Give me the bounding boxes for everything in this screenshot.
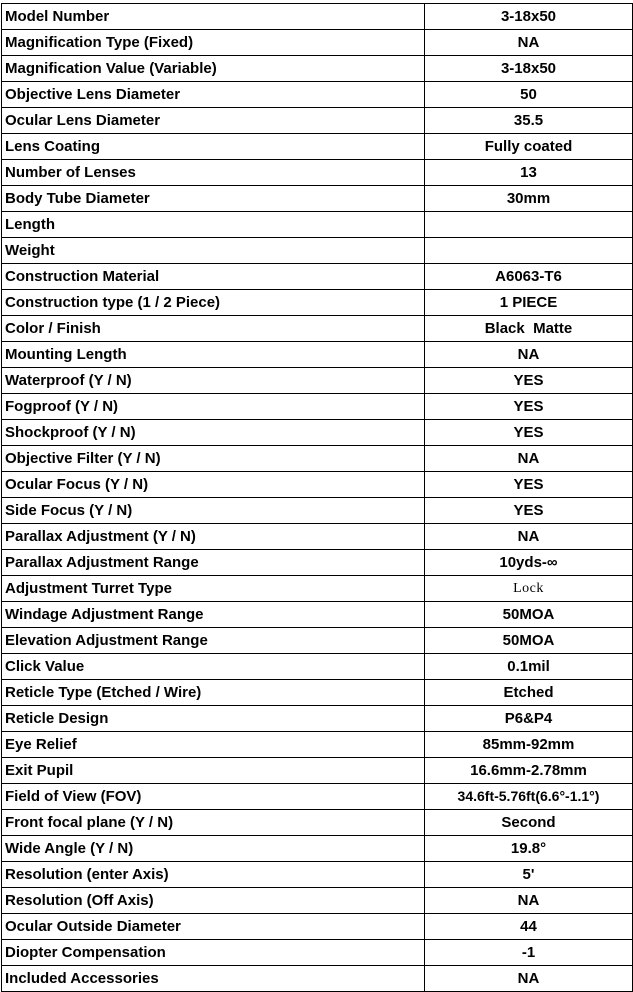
spec-label: Parallax Adjustment Range bbox=[2, 550, 425, 576]
spec-value: 3-18x50 bbox=[425, 56, 633, 82]
spec-label: Reticle Design bbox=[2, 706, 425, 732]
spec-label: Diopter Compensation bbox=[2, 940, 425, 966]
spec-value: 35.5 bbox=[425, 108, 633, 134]
table-row bbox=[2, 810, 633, 836]
table-row bbox=[2, 758, 633, 784]
table-row bbox=[2, 160, 633, 186]
spec-value: 34.6ft-5.76ft(6.6°-1.1°) bbox=[425, 784, 633, 810]
table-row bbox=[2, 30, 633, 56]
table-row bbox=[2, 576, 633, 602]
spec-value: 44 bbox=[425, 914, 633, 940]
spec-label: Number of Lenses bbox=[2, 160, 425, 186]
spec-value: P6&P4 bbox=[425, 706, 633, 732]
table-row bbox=[2, 316, 633, 342]
spec-value: 50MOA bbox=[425, 628, 633, 654]
spec-label: Resolution (enter Axis) bbox=[2, 862, 425, 888]
spec-value: YES bbox=[425, 472, 633, 498]
spec-value: NA bbox=[425, 342, 633, 368]
table-row bbox=[2, 82, 633, 108]
table-row bbox=[2, 628, 633, 654]
table-row bbox=[2, 498, 633, 524]
spec-label: Wide Angle (Y / N) bbox=[2, 836, 425, 862]
spec-value: NA bbox=[425, 30, 633, 56]
spec-value: YES bbox=[425, 394, 633, 420]
spec-label: Ocular Lens Diameter bbox=[2, 108, 425, 134]
spec-value: 50MOA bbox=[425, 602, 633, 628]
spec-label: Included Accessories bbox=[2, 966, 425, 992]
spec-label: Color / Finish bbox=[2, 316, 425, 342]
table-row bbox=[2, 550, 633, 576]
spec-value: 1 PIECE bbox=[425, 290, 633, 316]
spec-label: Magnification Value (Variable) bbox=[2, 56, 425, 82]
spec-label: Objective Filter (Y / N) bbox=[2, 446, 425, 472]
table-row bbox=[2, 732, 633, 758]
table-row bbox=[2, 836, 633, 862]
table-row bbox=[2, 680, 633, 706]
spec-label: Eye Relief bbox=[2, 732, 425, 758]
table-row bbox=[2, 888, 633, 914]
spec-value: 13 bbox=[425, 160, 633, 186]
spec-value: Black Matte bbox=[425, 316, 633, 342]
spec-label: Elevation Adjustment Range bbox=[2, 628, 425, 654]
spec-value: 50 bbox=[425, 82, 633, 108]
table-row bbox=[2, 108, 633, 134]
spec-label: Front focal plane (Y / N) bbox=[2, 810, 425, 836]
spec-value: 5' bbox=[425, 862, 633, 888]
spec-label: Waterproof (Y / N) bbox=[2, 368, 425, 394]
spec-label: Ocular Focus (Y / N) bbox=[2, 472, 425, 498]
table-row bbox=[2, 966, 633, 992]
spec-value: YES bbox=[425, 420, 633, 446]
spec-label: Side Focus (Y / N) bbox=[2, 498, 425, 524]
table-row bbox=[2, 524, 633, 550]
spec-label: Resolution (Off Axis) bbox=[2, 888, 425, 914]
table-row bbox=[2, 186, 633, 212]
table-row bbox=[2, 342, 633, 368]
spec-label: Objective Lens Diameter bbox=[2, 82, 425, 108]
spec-value: -1 bbox=[425, 940, 633, 966]
spec-value: Etched bbox=[425, 680, 633, 706]
spec-label: Construction type (1 / 2 Piece) bbox=[2, 290, 425, 316]
spec-value: 19.8° bbox=[425, 836, 633, 862]
table-row bbox=[2, 446, 633, 472]
table-row bbox=[2, 264, 633, 290]
table-row bbox=[2, 4, 633, 30]
table-row bbox=[2, 420, 633, 446]
spec-value: YES bbox=[425, 498, 633, 524]
spec-label: Click Value bbox=[2, 654, 425, 680]
spec-value: NA bbox=[425, 524, 633, 550]
spec-label: Construction Material bbox=[2, 264, 425, 290]
spec-value bbox=[425, 212, 633, 238]
table-row bbox=[2, 56, 633, 82]
spec-value bbox=[425, 238, 633, 264]
spec-value: Lock bbox=[425, 576, 633, 602]
spec-value: NA bbox=[425, 446, 633, 472]
table-row bbox=[2, 368, 633, 394]
spec-value: Fully coated bbox=[425, 134, 633, 160]
spec-value: 0.1mil bbox=[425, 654, 633, 680]
spec-value: 30mm bbox=[425, 186, 633, 212]
spec-value: 3-18x50 bbox=[425, 4, 633, 30]
spec-label: Adjustment Turret Type bbox=[2, 576, 425, 602]
table-row bbox=[2, 602, 633, 628]
spec-label: Parallax Adjustment (Y / N) bbox=[2, 524, 425, 550]
table-row bbox=[2, 134, 633, 160]
spec-label: Fogproof (Y / N) bbox=[2, 394, 425, 420]
spec-label: Field of View (FOV) bbox=[2, 784, 425, 810]
spec-label: Mounting Length bbox=[2, 342, 425, 368]
spec-label: Model Number bbox=[2, 4, 425, 30]
spec-label: Length bbox=[2, 212, 425, 238]
spec-value: Second bbox=[425, 810, 633, 836]
table-row bbox=[2, 706, 633, 732]
spec-table bbox=[1, 3, 633, 992]
spec-label: Ocular Outside Diameter bbox=[2, 914, 425, 940]
spec-value: 10yds-∞ bbox=[425, 550, 633, 576]
spec-value: 16.6mm-2.78mm bbox=[425, 758, 633, 784]
table-row bbox=[2, 238, 633, 264]
table-row bbox=[2, 940, 633, 966]
table-row bbox=[2, 914, 633, 940]
spec-value: A6063-T6 bbox=[425, 264, 633, 290]
spec-label: Weight bbox=[2, 238, 425, 264]
table-row bbox=[2, 654, 633, 680]
spec-label: Reticle Type (Etched / Wire) bbox=[2, 680, 425, 706]
table-row bbox=[2, 290, 633, 316]
spec-value: 85mm-92mm bbox=[425, 732, 633, 758]
spec-value: YES bbox=[425, 368, 633, 394]
spec-value: NA bbox=[425, 966, 633, 992]
spec-value: NA bbox=[425, 888, 633, 914]
spec-table-body bbox=[2, 4, 633, 992]
spec-label: Shockproof (Y / N) bbox=[2, 420, 425, 446]
table-row bbox=[2, 472, 633, 498]
table-row bbox=[2, 862, 633, 888]
table-row bbox=[2, 394, 633, 420]
spec-label: Body Tube Diameter bbox=[2, 186, 425, 212]
table-row bbox=[2, 784, 633, 810]
spec-label: Windage Adjustment Range bbox=[2, 602, 425, 628]
spec-label: Exit Pupil bbox=[2, 758, 425, 784]
spec-label: Magnification Type (Fixed) bbox=[2, 30, 425, 56]
spec-label: Lens Coating bbox=[2, 134, 425, 160]
table-row bbox=[2, 212, 633, 238]
